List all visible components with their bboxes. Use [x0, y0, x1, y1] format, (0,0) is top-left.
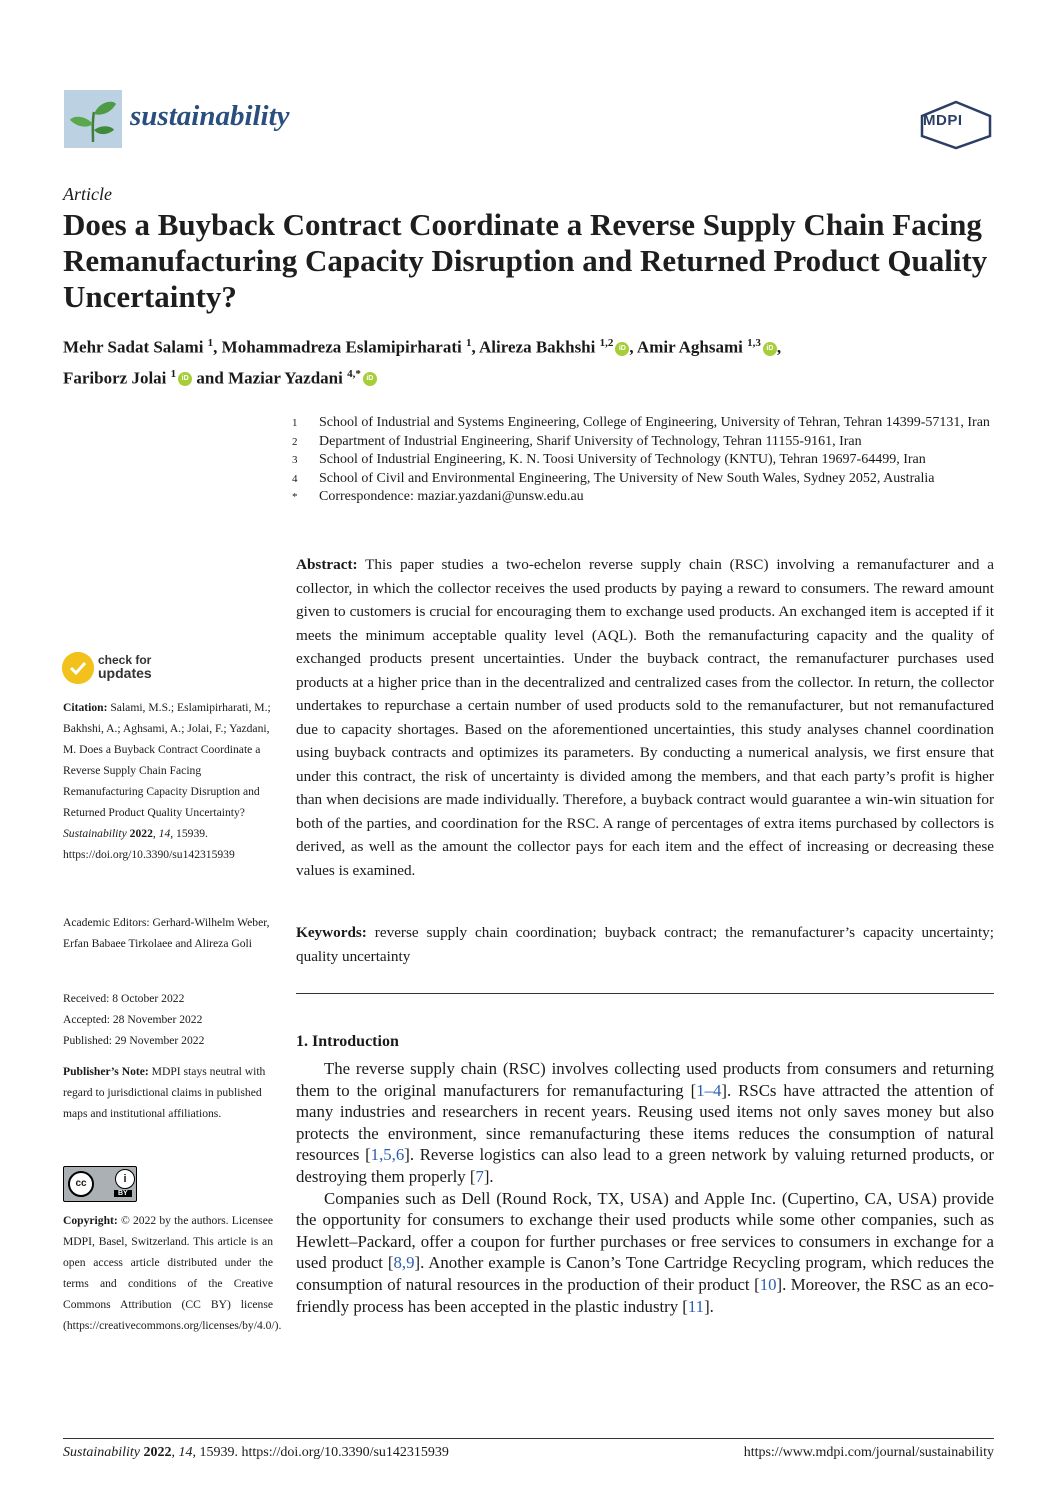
reference-link[interactable]: 10 — [759, 1274, 777, 1294]
paragraph-text: ]. — [704, 1296, 714, 1316]
affiliation-number: * — [292, 491, 298, 503]
academic-editors: Academic Editors: Gerhard-Wilhelm Weber, Erfan Babaee Tirkolaee and Alireza Goli — [63, 916, 270, 950]
affiliation-number: 3 — [292, 454, 298, 466]
copyright-block — [63, 1210, 282, 1336]
author-name: Mehr Sadat Salami — [63, 337, 208, 357]
author-separator: and — [192, 368, 229, 388]
check-for-updates-icon[interactable] — [62, 652, 94, 684]
author-name: Maziar Yazdani — [228, 368, 348, 388]
footer-url[interactable]: https://www.mdpi.com/journal/sustainability — [743, 1445, 994, 1460]
publisher-name: MDPI — [923, 112, 963, 129]
check-for-updates-button[interactable] — [98, 654, 152, 680]
attribution-icon: i — [115, 1169, 135, 1189]
footer-citation: Sustainability 2022, 14, 15939. https://doi.org/10.3390/su142315939 — [63, 1445, 449, 1460]
paragraph-text: ]. Another example is Canon’s Tone Cartridge Recycling program, which reduces the consumption of natural resources in the production of their product [ — [296, 1253, 994, 1294]
author-affiliation-marker: 1 — [170, 367, 177, 380]
author-name: Fariborz Jolai — [63, 368, 171, 388]
author-name: Amir Aghsami — [636, 337, 748, 357]
footer-volume: 14 — [178, 1445, 193, 1460]
citation-text: Salami, M.S.; Eslamipirharati, M.; Bakhshi, A.; Aghsami, A.; Jolai, F.; Yazdani, M. Does a Buyback Contract Coordinate a Reverse Supply Chain Facing Remanufacturing Capacity Disruption and Returned Product Quality Uncertainty? — [63, 701, 271, 819]
journal-name: sustainability — [130, 100, 290, 132]
publishers-note-label: Publisher’s Note: — [63, 1065, 149, 1078]
affiliation-text: School of Industrial Engineering, K. N. Toosi University of Technology (KNTU), Tehran 19697-64499, Iran — [319, 452, 926, 467]
reference-link[interactable]: 11 — [687, 1296, 705, 1316]
publishers-note-text: MDPI stays neutral with regard to jurisdictional claims in published maps and institutional affiliations. — [63, 1065, 266, 1120]
check-line1: check for — [98, 653, 152, 667]
affiliation-row — [292, 414, 992, 433]
author-list — [63, 330, 993, 391]
author-separator: , — [629, 337, 637, 357]
paragraph-text: ]. Reverse logistics can also lead to a green network by valuing returned products, or destroying them properly [ — [296, 1145, 994, 1186]
footer-divider — [63, 1438, 994, 1439]
paragraph — [296, 1188, 994, 1318]
paragraph-text: ]. RSCs have attracted the attention of many industries and researchers in recent years. Reusing used items not only saves money but also protects the environment, since remanufacturing these items reduces the consumption of natural resources [ — [296, 1080, 994, 1165]
copyright-label: Copyright: — [63, 1214, 118, 1227]
copyright-text: © 2022 by the authors. Licensee MDPI, Basel, Switzerland. This article is an open access article distributed under the terms and conditions of the Creative Commons Attribution (CC BY) license (https://creativecommons.org/licenses/by/4.0/). — [63, 1214, 282, 1332]
orcid-icon[interactable]: iD — [363, 372, 377, 386]
abstract — [296, 553, 994, 882]
reference-link[interactable]: 1,5,6 — [370, 1145, 405, 1165]
section-divider — [296, 993, 994, 994]
abstract-label: Abstract: — [296, 556, 358, 573]
introduction-body — [296, 1058, 994, 1317]
paragraph-text: ]. Moreover, the RSC as an eco-friendly process has been accepted in the plastic industry [ — [296, 1274, 994, 1316]
affiliation-row — [292, 470, 992, 489]
author-separator: , — [471, 337, 480, 357]
citation-year: 2022 — [129, 827, 153, 840]
affiliation-number: 1 — [292, 417, 298, 429]
citation-rest[interactable]: , 15939. https://doi.org/10.3390/su142315939 — [63, 827, 235, 861]
creative-commons-icon: cc — [68, 1171, 94, 1197]
affiliation-number: 2 — [292, 435, 298, 448]
affiliation-row — [292, 451, 992, 470]
paragraph-text: The reverse supply chain (RSC) involves collecting used products from consumers and returning them to the original manufacturers for remanufacturing [ — [296, 1059, 994, 1100]
affiliation-text: School of Civil and Environmental Engineering, The University of New South Wales, Sydney 2052, Australia — [319, 470, 935, 486]
affiliation-text: School of Industrial and Systems Engineering, College of Engineering, University of Tehran, Tehran 14399-57131, Iran — [319, 415, 990, 430]
affiliations — [292, 414, 992, 507]
orcid-icon[interactable]: iD — [615, 342, 629, 356]
affiliation-row — [292, 488, 992, 507]
journal-logo — [64, 90, 122, 148]
keywords-label: Keywords: — [296, 924, 367, 941]
paragraph-text: Companies such as Dell (Round Rock, TX, USA) and Apple Inc. (Cupertino, CA, USA) provide the opportunity for consumers to exchange their used products while some other companies, such as Hewlett–Packard, offer a coupon for further purchases or free services to consumers in exchange for a used product [ — [296, 1188, 994, 1273]
author-affiliation-marker: 1,2 — [599, 337, 614, 349]
author-affiliation-marker: 1 — [465, 337, 472, 349]
orcid-icon[interactable]: iD — [178, 372, 192, 386]
reference-link[interactable]: 7 — [475, 1166, 484, 1186]
section-heading: 1. Introduction — [296, 1033, 399, 1050]
author-name: Mohammadreza Eslamipirharati — [221, 337, 466, 357]
reference-link[interactable]: 8,9 — [393, 1253, 415, 1273]
article-type-label: Article — [63, 184, 112, 204]
cc-by-label: BY — [114, 1190, 132, 1197]
citation-label: Citation: — [63, 701, 108, 714]
orcid-icon[interactable]: iD — [763, 342, 777, 356]
dates-block — [63, 988, 273, 1051]
author-affiliation-marker: 4,* — [347, 367, 361, 380]
affiliation-number: 4 — [292, 472, 298, 485]
citation-volume: 14 — [158, 827, 171, 840]
footer-doi[interactable]: , 15939. https://doi.org/10.3390/su142315939 — [192, 1445, 449, 1460]
citation-block: Citation: Salami, M.S.; Eslamipirharati, M.; Bakhshi, A.; Aghsami, A.; Jolai, F.; Yazdani, M. Does a Buyback Contract Coordinate a Reverse Supply Chain Facing Remanufacturing Capacity Disruption and Returned Product Quality Uncertainty? Sustainability 2022, 14, 15939. https://doi.org/10.3390/su142315939 — [63, 701, 271, 861]
footer-journal: Sustainability — [63, 1445, 140, 1460]
affiliation-text: Correspondence: maziar.yazdani@unsw.edu.au — [319, 489, 584, 504]
plant-icon — [64, 90, 122, 148]
published-date: Published: 29 November 2022 — [63, 1034, 205, 1047]
author-separator: , — [213, 337, 222, 357]
author-affiliation-marker: 1 — [207, 337, 214, 349]
paragraph-text: ]. — [483, 1166, 494, 1186]
author-affiliation-marker: 1,3 — [747, 337, 761, 349]
citation-journal: Sustainability — [63, 827, 127, 840]
affiliation-text: Department of Industrial Engineering, Sharif University of Technology, Tehran 11155-9161, Iran — [319, 433, 862, 449]
reference-link[interactable]: 1–4 — [696, 1080, 722, 1100]
author-separator: , — [776, 337, 782, 357]
footer-year: 2022 — [143, 1445, 172, 1460]
article-title: Does a Buyback Contract Coordinate a Reverse Supply Chain Facing Remanufacturing Capacity Disruption and Returned Product Quality Uncertainty? — [63, 207, 988, 314]
keywords-text: reverse supply chain coordination; buyback contract; the remanufacturer’s capacity uncertainty; quality uncertainty — [296, 924, 994, 965]
accepted-date: Accepted: 28 November 2022 — [63, 1013, 203, 1026]
author-name: Alireza Bakhshi — [479, 337, 600, 357]
publishers-note — [63, 1061, 273, 1124]
keywords — [296, 921, 994, 968]
received-date: Received: 8 October 2022 — [63, 992, 185, 1005]
paragraph — [296, 1058, 994, 1188]
affiliation-row — [292, 433, 992, 452]
check-line2: updates — [98, 665, 152, 681]
abstract-text: This paper studies a two-echelon reverse supply chain (RSC) involving a remanufacturer and a collector, in which the collector receives the used products by paying a reward to consumers. The reward amount given to customers is crucial for encouraging them to exchange used products. An exchanged item is accepted if it meets the minimum acceptable quality level (AQL). Both the remanufacturing capacity and the quality of exchanged products present uncertainties. Under the buyback contract, the remanufacturer purchases used products at a higher price than in the decentralized and centralized cases from the collector. In return, the collector undertakes to repurchase a certain number of used products sold to the remanufacturer, but not remanufactured due to capacity shortages. Based on the aforementioned uncertainties, this study analyses channel coordination using buyback contracts and optimizes its parameters. By conducting a numerical analysis, we first ensure that under this contract, the risk of uncertainty is divided among the members, and that each party’s profit is higher than when decisions are made individually. Therefore, a buyback contract would guarantee a win-win situation for both of the parties, and coordination for the RSC. A range of percentages of extra items purchased by collectors is derived, as well as the amount the collector pays for each item and the effect of increasing or decreasing these values is examined. — [296, 556, 994, 879]
